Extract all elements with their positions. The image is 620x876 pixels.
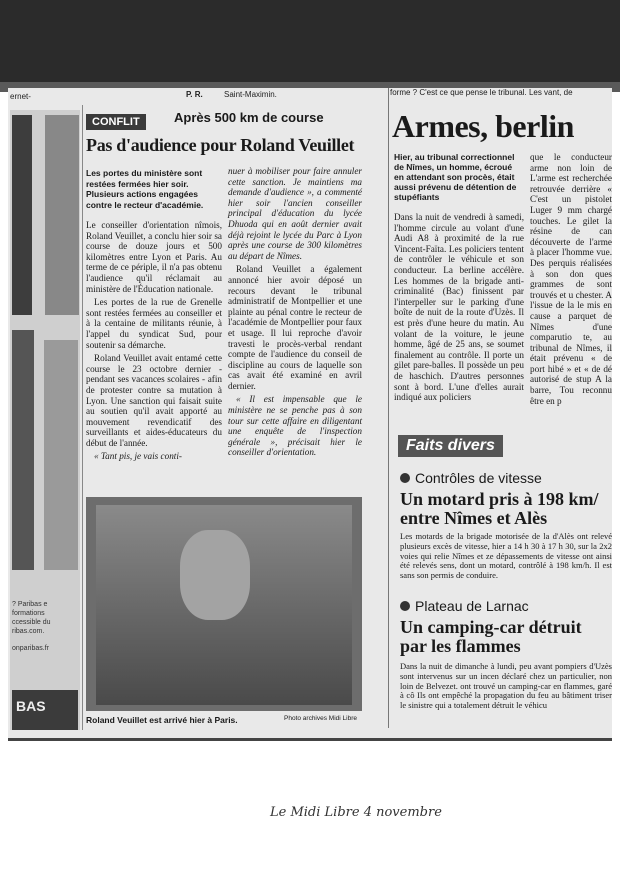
section-controles xyxy=(400,470,542,486)
story-headline: Pas d'audience pour Roland Veuillet xyxy=(86,135,355,155)
left-margin-ad-text xyxy=(12,600,78,653)
paragraph: Dans la nuit de dimanche à lundi, peu avant pompiers d'Uzès sont intervenus sur un incen déclaré chez un particulier, non loin de Belvezet. ont trouvé un camping-car en flammes, garé à cô Ils ont empêché la propagation du feu au bâtiment triser le sinistre qui a totalement détruit le véhicu xyxy=(400,662,612,711)
item2-body xyxy=(400,662,612,724)
bullet-icon xyxy=(400,473,410,483)
location-line: Saint-Maximin. xyxy=(224,90,277,99)
column-rule xyxy=(82,105,83,730)
section-title: Contrôles de vitesse xyxy=(415,470,542,486)
clipping-bottom-edge xyxy=(8,738,612,741)
faits-divers-banner: Faits divers xyxy=(398,435,503,457)
ad-line: ccessible du xyxy=(12,619,51,626)
paragraph: Dans la nuit de vendredi à samedi, l'homme circule au volant d'une Audi A8 à proximité de la rue Vincent-Faïta. Les policiers tentent de contrôler le véhicule et son conducteur. La berline accélère. Les hommes de la brigade anti-criminalité (Bac) finissent par l'interpeller sur le parking d'une boîte de nuit de la route d'Uzès. Il est près d'une heure du matin. Au volant de la voiture, le jeune homme, âgé de 25 ans, se soumet finalement au contrôle. Il porte un gilet pare-balles. Il possède un peu de haschich. D'autres personnes sont à bord. L'une d'elles aurait indiqué aux policiers xyxy=(394,212,524,403)
left-margin-dark-image-2 xyxy=(12,330,34,570)
right-top-text: forme ? C'est ce que pense le tribunal. Les vant, de xyxy=(390,88,573,97)
right-lead: Hier, au tribunal correctionnel de Nîmes, un homme, écroué en attendant son procès, était aussi prévenu de détention de stupéfiants xyxy=(394,152,517,202)
photo-credit: Photo archives Midi Libre xyxy=(284,715,357,722)
paragraph: « Tant pis, je vais conti- xyxy=(94,451,182,462)
paragraph: Roland Veuillet a également annoncé hier avoir déposé un recours devant le tribunal administratif de Montpellier et une plainte au pénal contre le recteur de l'académie de Montpellier pour faux et usage. Il lui reproche d'avoir travesti le procès-verbal rendant compte de l'audience du conseil de discipline au cours de laquelle son cas avait été examiné en avril dernier. xyxy=(228,264,362,391)
handwritten-note: Le Midi Libre 4 novembre xyxy=(270,805,442,820)
item1-headline: Un motard pris à 198 km/ entre Nîmes et Alès xyxy=(400,490,599,528)
header-fragment: ernet- xyxy=(10,92,31,101)
left-margin-gray-image xyxy=(45,115,79,315)
paragraph: Les motards de la brigade motorisée de la d'Alès ont relevé plusieurs excès de vitesse, hier a 14 h 30 à 17 h 30, sur la 2x2 voies qui relie Nîmes et ze dépassements de vitesse ont ainsi été relevés sens, dont un motard, contrôlé à 198 km/h. Il est sans son permis de conduire. xyxy=(400,532,612,581)
item1-body xyxy=(400,532,612,590)
item2-headline: Un camping-car détruit par les flammes xyxy=(400,617,582,656)
section-larnac xyxy=(400,598,529,614)
story-column-2 xyxy=(228,166,362,461)
paragraph: Les portes de la rue de Grenelle sont restées fermées au conseiller et à la centaine de militants réunie, à l'appel du syndicat Sud, pour soutenir sa démarche. xyxy=(86,297,222,350)
section-tag: CONFLIT xyxy=(86,114,146,130)
paragraph: Le conseiller d'orientation nîmois, Roland Veuillet, a conclu hier soir sa course de douze jours et 500 kilomètres entre Lyon et Paris. Au terme de ce périple, il n'a pas obtenu l'audience qu'il réclamait au ministère de l'Éducation nationale. xyxy=(86,220,222,294)
scan-dark-top-band xyxy=(0,0,620,90)
story-column-1 xyxy=(86,220,222,465)
paragraph: « Il est impensable que le ministère ne se penche pas à son tour sur cette affaire en diligentant une enquête de l'inspection générale », précisait hier le conseiller d'orientation. xyxy=(228,394,362,458)
ad-line: formations xyxy=(12,610,45,617)
left-margin-bas-banner: BAS xyxy=(12,690,78,730)
right-column-2 xyxy=(530,152,612,412)
right-headline: Armes, berlin xyxy=(392,108,574,144)
ad-line: ribas.com. xyxy=(12,628,45,635)
left-margin-gray-image-2 xyxy=(44,340,78,570)
paragraph: nuer à mobiliser pour faire annuler cette sanction. Je maintiens ma demande d'audience », a commenté hier soir l'ancien conseiller principal d'éducation du lycée Dhuoda qui en août dernier avait déjà rejoint le lycée du Parc à Lyon après une course de 300 kilomètres au départ de Nîmes. xyxy=(228,166,362,261)
photo-portrait xyxy=(180,530,250,620)
section-title: Plateau de Larnac xyxy=(415,598,529,614)
story-kicker: Après 500 km de course xyxy=(174,110,324,125)
byline: P. R. xyxy=(186,90,203,99)
ad-line: onparibas.fr xyxy=(12,645,49,652)
left-margin-dark-image xyxy=(12,115,32,315)
photo-caption: Roland Veuillet est arrivé hier à Paris. xyxy=(86,715,238,725)
right-column-1 xyxy=(394,212,524,406)
paragraph: que le conducteur arme non loin de L'arme est recherchée retrouvée derrière « C'est un pistolet Luger 9 mm chargé touches. Le gilet la résine de can découverte de l'arme à placer l'homme vue. Des perquis réalisées à son don ques grammes de sont trouvés et u chester. A l'issue de la le mis en cause a parquet de Nîmes d'une comparutio te, au tribunal de Nîmes, il était prévenu « de port hibé » et « de dé autorisé de stup A la barre, Tou reconnu être en p xyxy=(530,152,612,406)
bullet-icon xyxy=(400,601,410,611)
ad-line: ? Paribas e xyxy=(12,601,48,608)
column-rule-2 xyxy=(388,88,389,728)
story-lead: Les portes du ministère sont restées fermées hier soir. Plusieurs actions engagées contre le recteur d'académie. xyxy=(86,168,204,210)
paragraph: Roland Veuillet avait entamé cette course le 23 octobre dernier - pendant ses vacances scolaires - afin de protester contre sa mutation à Lyon. Une sanction qui faisait suite au soutien qu'il avait apporté au mouvement revendicatif des surveillants et aides-éducateurs du début de l'année. xyxy=(86,353,222,448)
